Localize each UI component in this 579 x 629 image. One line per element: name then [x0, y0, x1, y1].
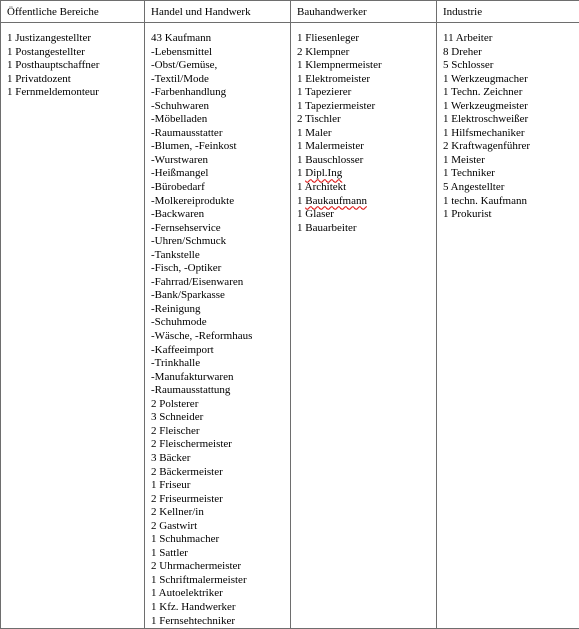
list-item: 1 Meister	[443, 153, 485, 166]
public-sector-list	[7, 32, 144, 100]
list-item: 1 Klempnermeister	[297, 59, 382, 72]
list-item: 1 Werkzeugmacher	[443, 72, 528, 85]
list-item: 43 Kaufmann	[151, 32, 212, 44]
list-item: -Schuhmode	[151, 316, 207, 329]
list-item: 1 Tapezierer	[297, 86, 352, 99]
list-item: 1 techn. Kaufmann	[443, 194, 527, 207]
list-item: -Textil/Mode	[151, 72, 209, 85]
list-item: 5 Schlosser	[443, 59, 494, 72]
table-header-row	[1, 1, 579, 23]
list-item: 1 Werkzeugmeister	[443, 99, 528, 112]
list-item: 2 Fleischer	[151, 424, 200, 437]
list-item: 1 Dipl.Ing	[297, 167, 343, 180]
list-item: -Manufakturwaren	[151, 370, 234, 383]
column-construction-trades	[291, 23, 437, 629]
list-item: -Trinkhalle	[151, 357, 201, 370]
list-item: -Schuhwaren	[151, 99, 210, 112]
list-item: 11 Arbeiter	[443, 32, 493, 44]
list-item: -Tankstelle	[151, 248, 200, 261]
list-item: 1 Tapeziermeister	[297, 99, 376, 112]
list-item: -Fisch, -Optiker	[151, 262, 222, 275]
list-item: -Raumausstatter	[151, 126, 223, 139]
list-item: 2 Gastwirt	[151, 519, 198, 532]
construction-trades-list	[297, 32, 436, 235]
list-item: 1 Bauschlosser	[297, 153, 364, 166]
list-item: 2 Kellner/in	[151, 506, 204, 519]
list-item: 1 Postangestellter	[7, 45, 85, 58]
list-item: -Fahrrad/Eisenwaren	[151, 275, 244, 288]
list-item: 1 Bauarbeiter	[297, 221, 357, 234]
list-item: -Bank/Sparkasse	[151, 289, 225, 302]
column-trade-crafts	[145, 23, 291, 629]
list-item: 1 Autoelektriker	[151, 587, 223, 600]
list-item: -Wäsche, -Reformhaus	[151, 330, 253, 343]
list-item: -Wurstwaren	[151, 153, 208, 166]
list-item: 1 Privatdozent	[7, 72, 71, 85]
list-item: -Reinigung	[151, 302, 201, 315]
column-industry	[437, 23, 579, 629]
list-item: 1 Malermeister	[297, 140, 364, 153]
column-header-public-sector: Öffentliche Bereiche	[1, 1, 145, 23]
trade-crafts-list	[151, 32, 290, 628]
list-item: 1 Fliesenleger	[297, 32, 360, 44]
list-item: 2 Polsterer	[151, 397, 199, 410]
column-header-construction-trades: Bauhandwerker	[291, 1, 437, 23]
list-item: 2 Klempner	[297, 45, 350, 58]
list-item: 1 Fernsehtechniker	[151, 614, 235, 627]
list-item: 8 Dreher	[443, 45, 482, 58]
list-item: 1 Architekt	[297, 181, 347, 194]
list-item: 2 Fleischermeister	[151, 438, 232, 451]
spellcheck-underlined-word: Baukaufmann	[305, 194, 367, 207]
column-public-sector	[1, 23, 145, 629]
list-item: 1 Fernmeldemonteur	[7, 86, 99, 99]
list-item: 2 Friseurmeister	[151, 492, 223, 505]
list-item: 1 Friseur	[151, 479, 191, 492]
list-item: -Bürobedarf	[151, 181, 205, 194]
list-item: 1 Elektroschweißer	[443, 113, 529, 126]
list-item: -Blumen, -Feinkost	[151, 140, 237, 153]
list-item: 2 Bäckermeister	[151, 465, 223, 478]
list-item: 1 Glaser	[297, 208, 334, 221]
table-body-row	[1, 23, 579, 629]
spellcheck-underlined-word: Dipl.Ing	[305, 167, 343, 180]
list-item: 2 Kraftwagenführer	[443, 140, 531, 153]
column-header-trade-crafts: Handel und Handwerk	[145, 1, 291, 23]
list-item: 2 Tischler	[297, 113, 341, 126]
list-item: 1 Maler	[297, 126, 332, 139]
list-item: -Uhren/Schmuck	[151, 235, 227, 248]
list-item: 1 Hilfsmechaniker	[443, 126, 525, 139]
list-item: 3 Bäcker	[151, 451, 191, 464]
industry-list	[443, 32, 579, 222]
list-item: 1 Schuhmacher	[151, 533, 220, 546]
list-item: -Molkereiprodukte	[151, 194, 235, 207]
list-item: 1 Baukaufmann	[297, 194, 367, 207]
list-item: -Lebensmittel	[151, 45, 213, 58]
list-item: 3 Schneider	[151, 411, 204, 424]
list-item: -Obst/Gemüse,	[151, 59, 218, 72]
list-item: 1 Posthauptschaffner	[7, 59, 100, 72]
list-item: 1 Kfz. Handwerker	[151, 600, 236, 613]
list-item: -Raumausstattung	[151, 384, 231, 397]
list-item: 1 Elektromeister	[297, 72, 371, 85]
list-item: 1 Sattler	[151, 546, 188, 559]
list-item: -Farbenhandlung	[151, 86, 227, 99]
list-item: 1 Techn. Zeichner	[443, 86, 523, 99]
column-header-industry: Industrie	[437, 1, 579, 23]
list-item: -Heißmangel	[151, 167, 209, 180]
list-item: 1 Justizangestellter	[7, 32, 92, 44]
list-item: 5 Angestellter	[443, 181, 505, 194]
list-item: 1 Prokurist	[443, 208, 492, 221]
list-item: -Kaffeeimport	[151, 343, 214, 356]
list-item: -Backwaren	[151, 208, 205, 221]
list-item: -Möbelladen	[151, 113, 208, 126]
list-item: -Fernsehservice	[151, 221, 221, 234]
list-item: 1 Techniker	[443, 167, 495, 180]
list-item: 2 Uhrmachermeister	[151, 560, 242, 573]
list-item: 1 Schriftmalermeister	[151, 573, 247, 586]
